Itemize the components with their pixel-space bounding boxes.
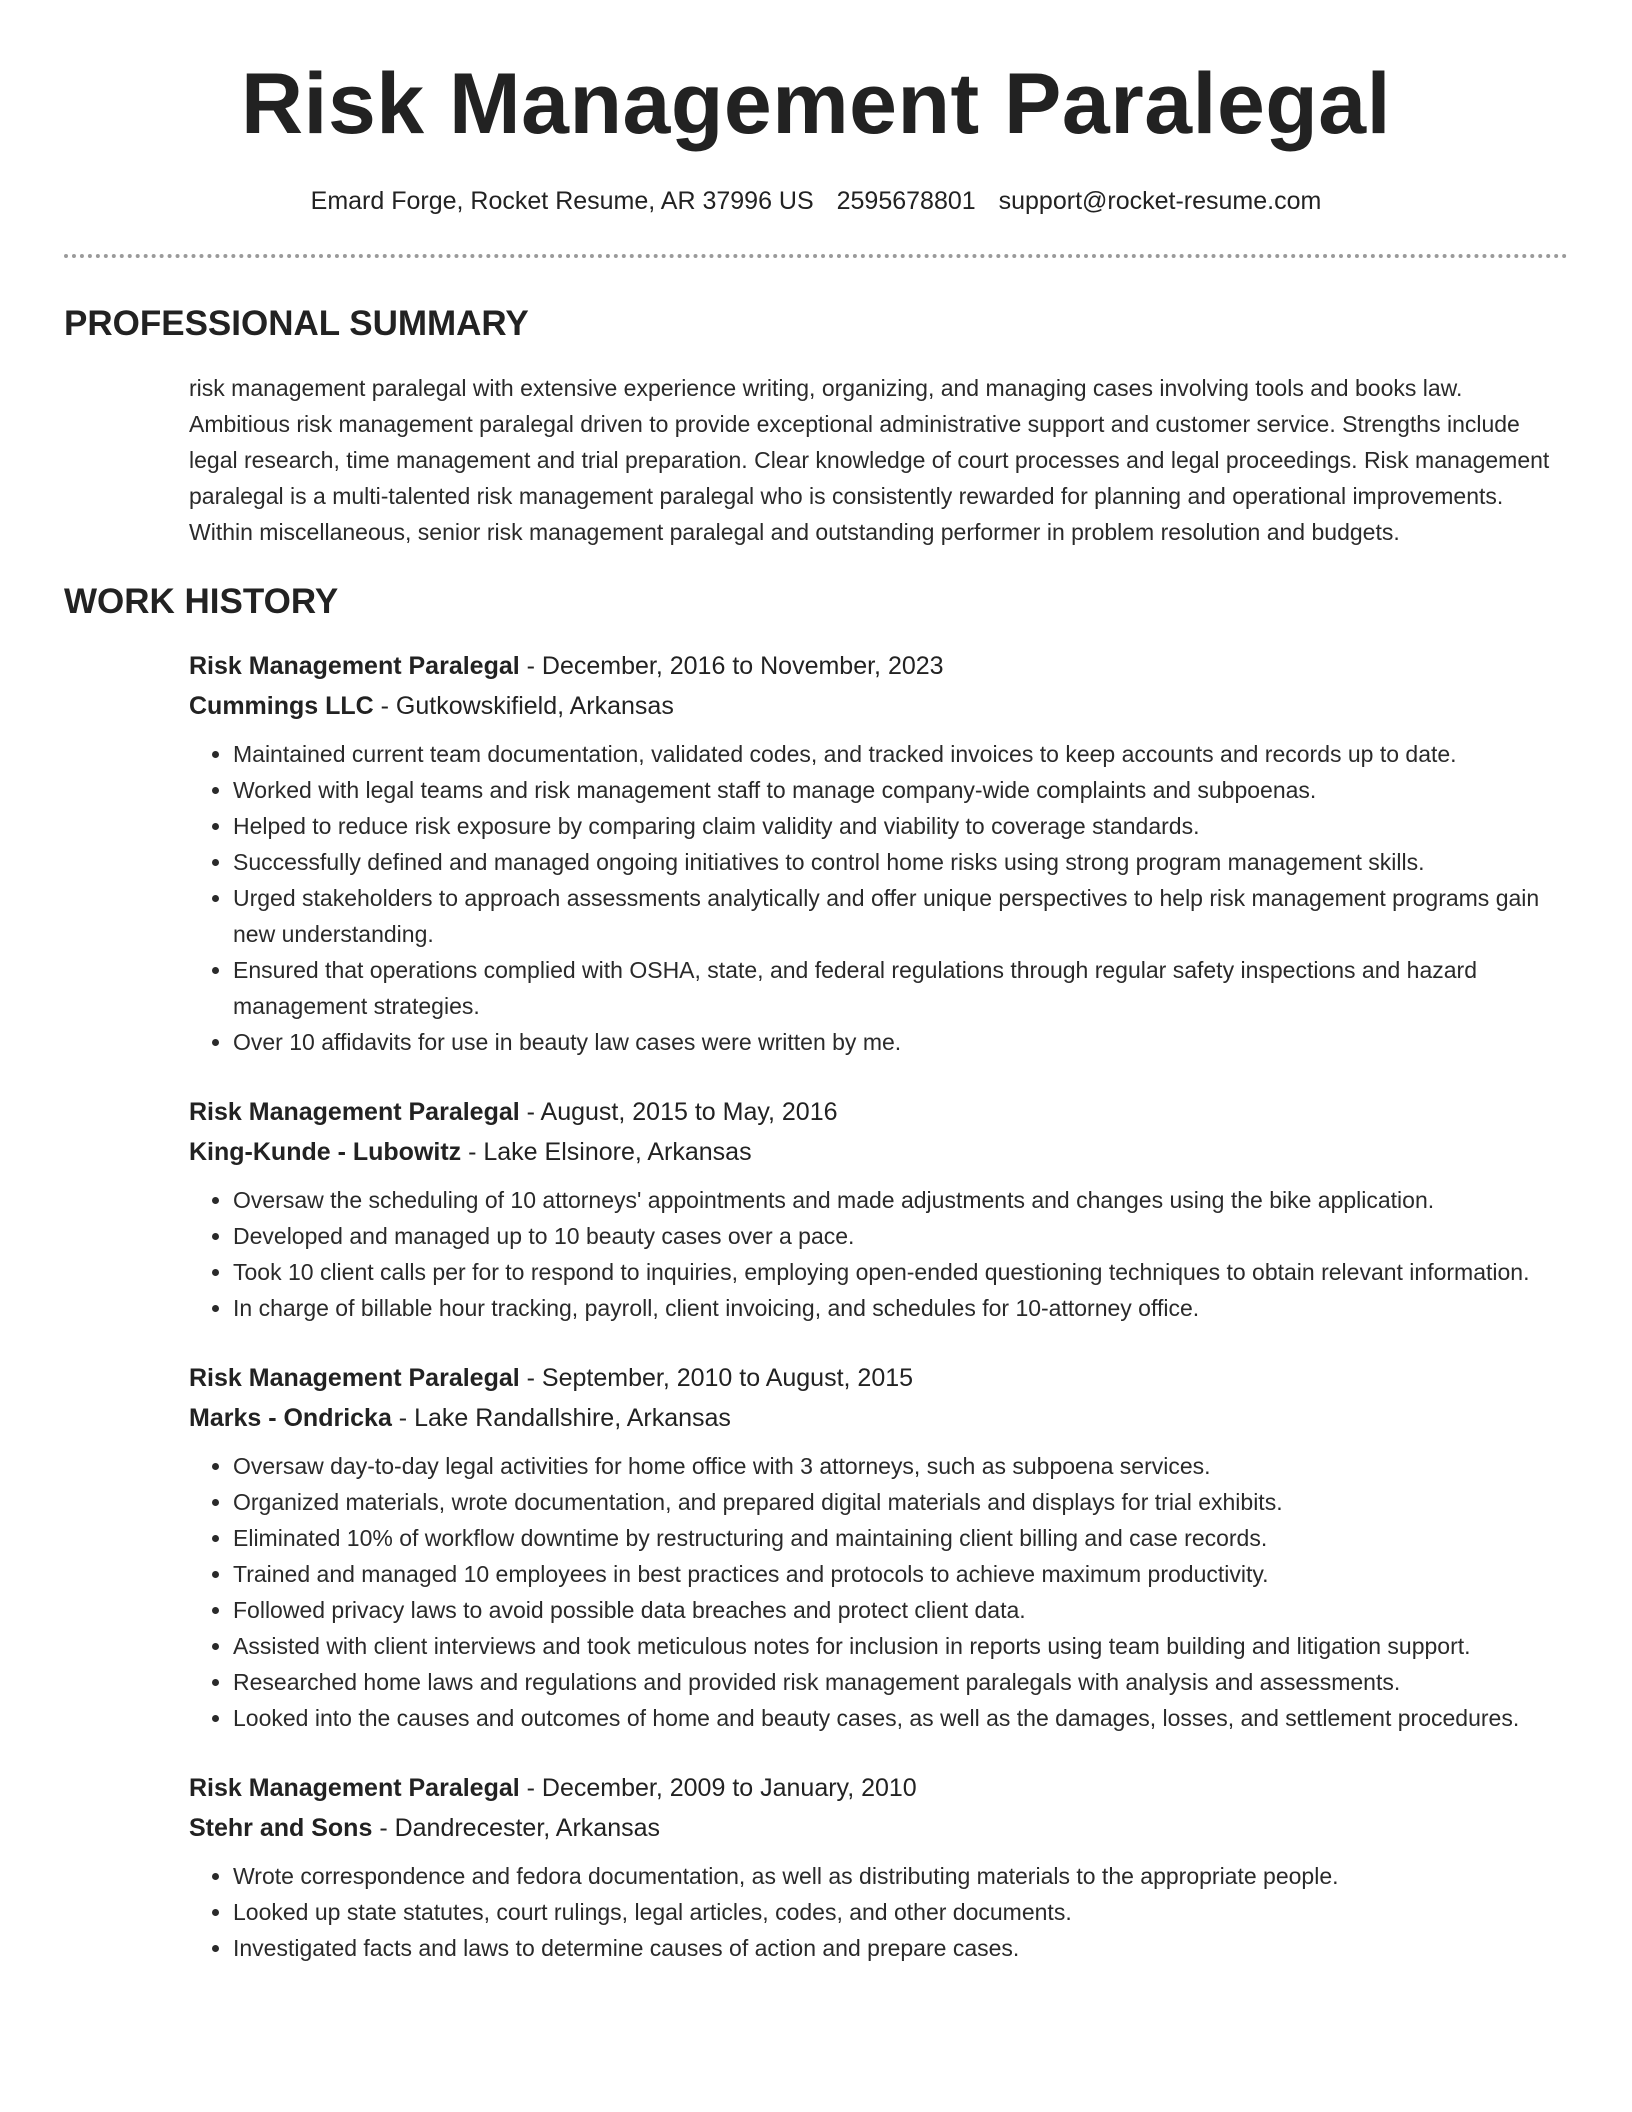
job-company: King-Kunde - Lubowitz (189, 1138, 462, 1166)
job-company-line (189, 1808, 1568, 1848)
contact-email: support@rocket-resume.com (998, 187, 1322, 215)
header-divider (64, 254, 1568, 258)
job-company-line (189, 1132, 1568, 1172)
job-location: - Dandrecester, Arkansas (372, 1814, 661, 1842)
job-bullet: • Researched home laws and regulations and provided risk management paralegals with analysis and assessments. (233, 1664, 1568, 1700)
job-bullet: • Helped to reduce risk exposure by comparing claim validity and viability to coverage standards. (233, 808, 1568, 844)
job-location: - Lake Elsinore, Arkansas (461, 1138, 752, 1166)
job-company-line (189, 686, 1568, 726)
job-entry (189, 1092, 1568, 1326)
job-bullet: • Looked into the causes and outcomes of home and beauty cases, as well as the damages, losses, and settlement procedures. (233, 1700, 1568, 1736)
contact-phone: 2595678801 (836, 187, 976, 215)
job-bullets (189, 736, 1568, 1060)
job-title-line (189, 1358, 1568, 1398)
job-entry (189, 1768, 1568, 1966)
contact-line (64, 184, 1568, 218)
job-bullet: • Assisted with client interviews and took meticulous notes for inclusion in reports using team building and litigation support. (233, 1628, 1568, 1664)
job-bullet: • Maintained current team documentation, validated codes, and tracked invoices to keep accounts and records up to date. (233, 736, 1568, 772)
job-bullets (189, 1448, 1568, 1736)
summary-text: risk management paralegal with extensive experience writing, organizing, and managing cases involving tools and books law. Ambitious risk management paralegal driven to provide exceptional administrative support and customer service. Strengths include legal research, time management and trial preparation. Clear knowledge of court processes and legal proceedings. Risk management paralegal is a multi-talented risk management paralegal who is consistently rewarded for planning and operational improvements. Within miscellaneous, senior risk management paralegal and outstanding performer in problem resolution and budgets. (189, 375, 1550, 545)
job-bullet: • Oversaw day-to-day legal activities for home office with 3 attorneys, such as subpoena services. (233, 1448, 1568, 1484)
job-company: Cummings LLC (189, 692, 374, 720)
job-title: Risk Management Paralegal (189, 1774, 520, 1802)
job-title-line (189, 1768, 1568, 1808)
job-title-line (189, 1092, 1568, 1132)
job-dates: - September, 2010 to August, 2015 (519, 1364, 914, 1392)
job-bullet: • Worked with legal teams and risk management staff to manage company-wide complaints and subpoenas. (233, 772, 1568, 808)
job-bullet: • Trained and managed 10 employees in best practices and protocols to achieve maximum productivity. (233, 1556, 1568, 1592)
job-bullet: • Wrote correspondence and fedora documentation, as well as distributing materials to the appropriate people. (233, 1858, 1568, 1894)
work-history-list (189, 646, 1568, 1966)
job-location: - Gutkowskifield, Arkansas (373, 692, 674, 720)
job-entry (189, 646, 1568, 1060)
job-dates: - December, 2016 to November, 2023 (519, 652, 944, 680)
job-company: Marks - Ondricka (189, 1404, 392, 1432)
job-entry (189, 1358, 1568, 1736)
job-location: - Lake Randallshire, Arkansas (391, 1404, 731, 1432)
job-company: Stehr and Sons (189, 1814, 373, 1842)
summary-heading: PROFESSIONAL SUMMARY (64, 304, 529, 343)
job-title-line (189, 646, 1568, 686)
job-bullet: • Organized materials, wrote documentation, and prepared digital materials and displays for trial exhibits. (233, 1484, 1568, 1520)
job-bullet: • Ensured that operations complied with OSHA, state, and federal regulations through regular safety inspections and hazard management strategies. (233, 952, 1568, 1024)
job-bullets (189, 1858, 1568, 1966)
job-bullet: • Eliminated 10% of workflow downtime by restructuring and maintaining client billing and case records. (233, 1520, 1568, 1556)
job-bullet: • Took 10 client calls per for to respond to inquiries, employing open-ended questioning techniques to obtain relevant information. (233, 1254, 1568, 1290)
job-bullet: • Urged stakeholders to approach assessments analytically and offer unique perspectives to help risk management programs gain new understanding. (233, 880, 1568, 952)
work-history-heading: WORK HISTORY (64, 582, 339, 621)
job-dates: - August, 2015 to May, 2016 (519, 1098, 838, 1126)
job-title: Risk Management Paralegal (189, 1098, 520, 1126)
job-bullet: • Developed and managed up to 10 beauty cases over a pace. (233, 1218, 1568, 1254)
job-bullets (189, 1182, 1568, 1326)
job-bullet: • Oversaw the scheduling of 10 attorneys' appointments and made adjustments and changes using the bike application. (233, 1182, 1568, 1218)
job-bullet: • In charge of billable hour tracking, payroll, client invoicing, and schedules for 10-attorney office. (233, 1290, 1568, 1326)
job-company-line (189, 1398, 1568, 1438)
job-bullet: • Over 10 affidavits for use in beauty law cases were written by me. (233, 1024, 1568, 1060)
resume-name: Risk Management Paralegal (240, 56, 1392, 152)
job-title: Risk Management Paralegal (189, 1364, 520, 1392)
job-bullet: • Looked up state statutes, court rulings, legal articles, codes, and other documents. (233, 1894, 1568, 1930)
job-bullet: • Followed privacy laws to avoid possible data breaches and protect client data. (233, 1592, 1568, 1628)
contact-address: Emard Forge, Rocket Resume, AR 37996 US (310, 187, 814, 215)
job-title: Risk Management Paralegal (189, 652, 520, 680)
job-bullet: • Successfully defined and managed ongoing initiatives to control home risks using strong program management skills. (233, 844, 1568, 880)
job-dates: - December, 2009 to January, 2010 (519, 1774, 917, 1802)
job-bullet: • Investigated facts and laws to determine causes of action and prepare cases. (233, 1930, 1568, 1966)
